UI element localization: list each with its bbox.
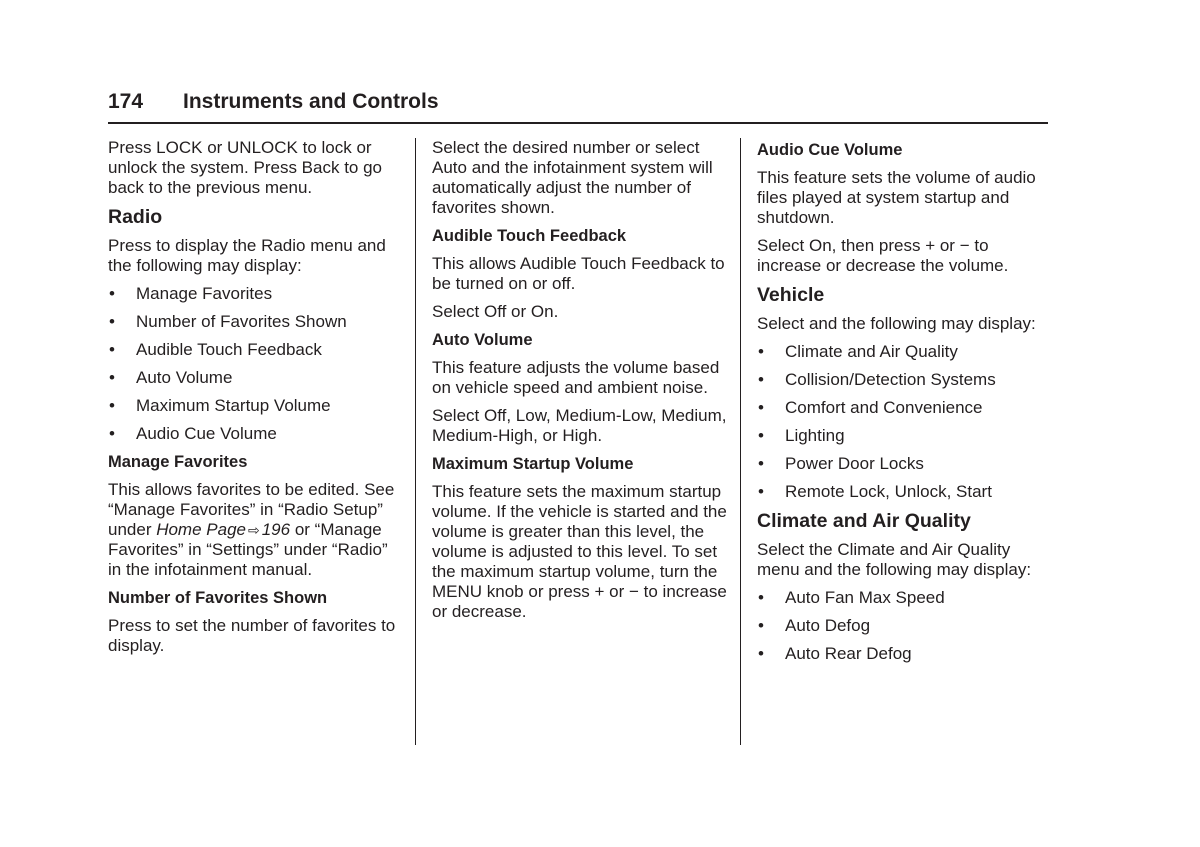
list-item: • Remote Lock, Unlock, Start (758, 482, 992, 501)
paragraph: This feature adjusts the volume based on vehicle speed and ambient noise. (432, 358, 720, 397)
list-item: • Number of Favorites Shown (109, 312, 347, 331)
section-heading-radio: Radio (108, 206, 163, 228)
bullet-icon: • (758, 342, 764, 361)
subsection-heading-audible-touch: Audible Touch Feedback (432, 227, 627, 245)
section-heading-vehicle: Vehicle (757, 284, 825, 306)
column-divider (415, 138, 416, 745)
list-item: • Lighting (758, 426, 845, 445)
list-item: • Auto Fan Max Speed (758, 588, 945, 607)
column-1 (108, 138, 404, 664)
page-number: 174 (108, 90, 144, 113)
page-title: Instruments and Controls (183, 90, 439, 113)
page-reference-icon: ⇨ (247, 522, 260, 538)
column-3 (757, 138, 1049, 672)
paragraph: Select Off, Low, Medium-Low, Medium, Medium-High, or High. (432, 406, 727, 445)
column-2 (432, 138, 728, 630)
vehicle-list (757, 342, 1049, 502)
list-item: • Manage Favorites (109, 284, 273, 303)
list-item: • Power Door Locks (758, 454, 924, 473)
paragraph: Select On, then press + or − to increase or decrease the volume. (757, 236, 1009, 275)
list-item: • Comfort and Convenience (758, 398, 983, 417)
bullet-icon: • (109, 368, 115, 387)
page-header (108, 88, 1048, 124)
bullet-icon: • (758, 370, 764, 389)
cross-reference-page[interactable]: 196 (261, 520, 291, 539)
list-item: • Audio Cue Volume (109, 424, 277, 443)
bullet-icon: • (758, 482, 764, 501)
paragraph: Select Off or On. (432, 302, 559, 321)
list-item: • Auto Defog (758, 616, 871, 635)
subsection-heading-max-startup: Maximum Startup Volume (432, 455, 634, 473)
cross-reference-link[interactable]: Home Page (156, 520, 246, 539)
list-item: • Auto Rear Defog (758, 644, 912, 663)
bullet-icon: • (758, 644, 764, 663)
list-item: • Maximum Startup Volume (109, 396, 331, 415)
bullet-icon: • (109, 312, 115, 331)
bullet-icon: • (758, 588, 764, 607)
paragraph: Press LOCK or UNLOCK to lock or unlock the system. Press Back to go back to the previous menu. (108, 138, 383, 197)
bullet-icon: • (758, 398, 764, 417)
paragraph: Press to set the number of favorites to display. (108, 616, 396, 655)
paragraph: This allows Audible Touch Feedback to be turned on or off. (432, 254, 725, 293)
paragraph: Select the desired number or select Auto and the infotainment system will automatically adjust the number of favorites shown. (432, 138, 713, 217)
bullet-icon: • (758, 616, 764, 635)
climate-list (757, 588, 1049, 664)
subsection-heading-auto-volume: Auto Volume (432, 331, 533, 349)
list-item: • Auto Volume (109, 368, 233, 387)
radio-list (108, 284, 404, 444)
paragraph: This feature sets the maximum startup volume. If the vehicle is started and the volume is greater than this level, the volume is adjusted to this level. To set the maximum startup volume, turn the MENU knob or press + or − to increase or decrease. (432, 482, 727, 621)
paragraph: Select and the following may display: (757, 314, 1036, 333)
paragraph: Press to display the Radio menu and the following may display: (108, 236, 386, 275)
subsection-heading-number-of-favorites: Number of Favorites Shown (108, 589, 328, 607)
subsection-heading-audio-cue: Audio Cue Volume (757, 141, 903, 159)
bullet-icon: • (109, 340, 115, 359)
bullet-icon: • (109, 396, 115, 415)
bullet-icon: • (758, 454, 764, 473)
list-item: • Climate and Air Quality (758, 342, 958, 361)
paragraph: This feature sets the volume of audio files played at system startup and shutdown. (757, 168, 1036, 227)
paragraph: Select the Climate and Air Quality menu and the following may display: (757, 540, 1032, 579)
subsection-heading-manage-favorites: Manage Favorites (108, 453, 248, 471)
list-item: • Audible Touch Feedback (109, 340, 322, 359)
paragraph: This allows favorites to be edited. See “Manage Favorites” in “Radio Setup” under Home Page ⇨ 196 or “Manage Favorites” in “Settings” under “Radio” in the infotainment manual. (108, 480, 395, 579)
list-item: • Collision/Detection Systems (758, 370, 996, 389)
bullet-icon: • (109, 424, 115, 443)
bullet-icon: • (758, 426, 764, 445)
column-divider (740, 138, 741, 745)
section-heading-climate: Climate and Air Quality (757, 510, 971, 532)
bullet-icon: • (109, 284, 115, 303)
